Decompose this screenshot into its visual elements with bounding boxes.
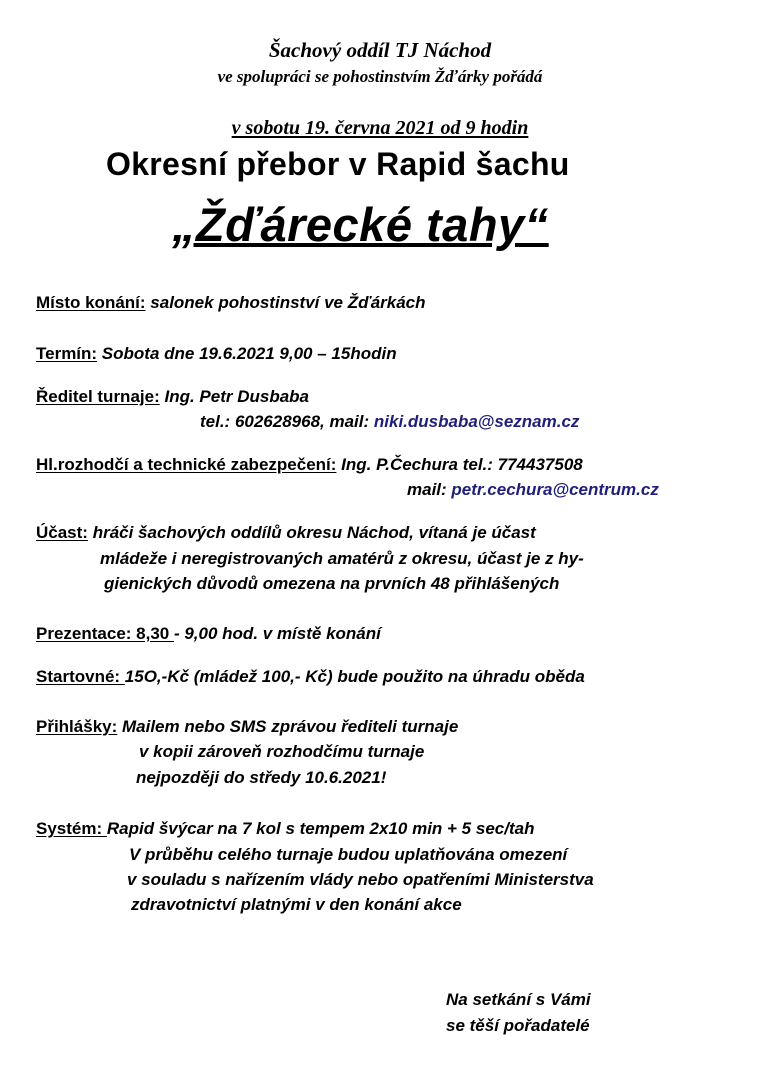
cooperation-line: ve spolupráci se pohostinstvím Žďárky pořádá — [217, 67, 543, 86]
club-title: Šachový oddíl TJ Náchod — [268, 38, 492, 62]
registration-line-3: nejpozději do středy 10.6.2021! — [136, 768, 387, 787]
referee-label: Hl.rozhodčí a technické zabezpečení: — [36, 455, 337, 474]
system-label: Systém: — [36, 819, 107, 838]
director-email-link[interactable]: niki.dusbaba@seznam.cz — [373, 412, 580, 431]
venue-value: salonek pohostinství ve Žďárkách — [145, 293, 426, 312]
term-label: Termín: — [36, 344, 98, 363]
participation-line-2: mládeže i neregistrovaných amatérů z okresu, účast je z hy- — [100, 549, 584, 568]
closing-line-2: se těší pořadatelé — [446, 1016, 590, 1035]
event-subtitle: „Žďárecké tahy“ — [172, 198, 549, 251]
system-line-3: v souladu s nařízením vlády nebo opatřeními Ministerstva — [127, 870, 594, 889]
registration-label: Přihlášky: — [36, 717, 118, 736]
director-contact-prefix: tel.: 602628968, mail: — [200, 412, 374, 431]
participation-line-3: gienických důvodů omezena na prvních 48 přihlášených — [104, 574, 560, 593]
referee-mail-prefix: mail: — [407, 480, 452, 499]
term-row — [36, 343, 397, 365]
fee-value: 15O,-Kč (mládež 100,- Kč) bude použito na úhradu oběda — [124, 667, 585, 686]
system-row — [36, 818, 534, 840]
system-line-4: zdravotnictví platnými v den konání akce — [131, 895, 462, 914]
fee-label: Startovné: — [36, 667, 125, 686]
participation-row — [36, 522, 536, 544]
registration-line-2: v kopii zároveň rozhodčímu turnaje — [139, 742, 425, 761]
director-name: Ing. Petr Dusbaba — [159, 387, 309, 406]
presentation-value: - 9,00 hod. v místě konání — [173, 624, 381, 643]
referee-name: Ing. P.Čechura tel.: 774437508 — [336, 455, 583, 474]
presentation-label: Prezentace: 8,30 — [36, 624, 174, 643]
event-title: Okresní přebor v Rapid šachu — [106, 146, 570, 182]
registration-line-1: Mailem nebo SMS zprávou řediteli turnaje — [117, 717, 459, 736]
referee-contact — [407, 479, 659, 501]
term-value: Sobota dne 19.6.2021 9,00 – 15hodin — [97, 344, 397, 363]
system-line-1: Rapid švýcar na 7 kol s tempem 2x10 min + 5 sec/tah — [106, 819, 535, 838]
system-line-2: V průběhu celého turnaje budou uplatňována omezení — [129, 845, 568, 864]
event-date: v sobotu 19. června 2021 od 9 hodin — [231, 117, 529, 139]
participation-line-1: hráči šachových oddílů okresu Náchod, vítaná je účast — [87, 523, 536, 542]
participation-label: Účast: — [36, 523, 88, 542]
venue-label: Místo konání: — [36, 293, 146, 312]
director-contact — [200, 411, 579, 433]
registration-row — [36, 716, 458, 738]
closing-line-1: Na setkání s Vámi — [446, 990, 591, 1009]
referee-row — [36, 454, 583, 476]
presentation-row — [36, 623, 381, 645]
fee-row — [36, 666, 585, 688]
referee-email-link[interactable]: petr.cechura@centrum.cz — [451, 480, 659, 499]
director-label: Ředitel turnaje: — [36, 387, 160, 406]
venue-row — [36, 292, 426, 314]
director-row — [36, 386, 309, 408]
